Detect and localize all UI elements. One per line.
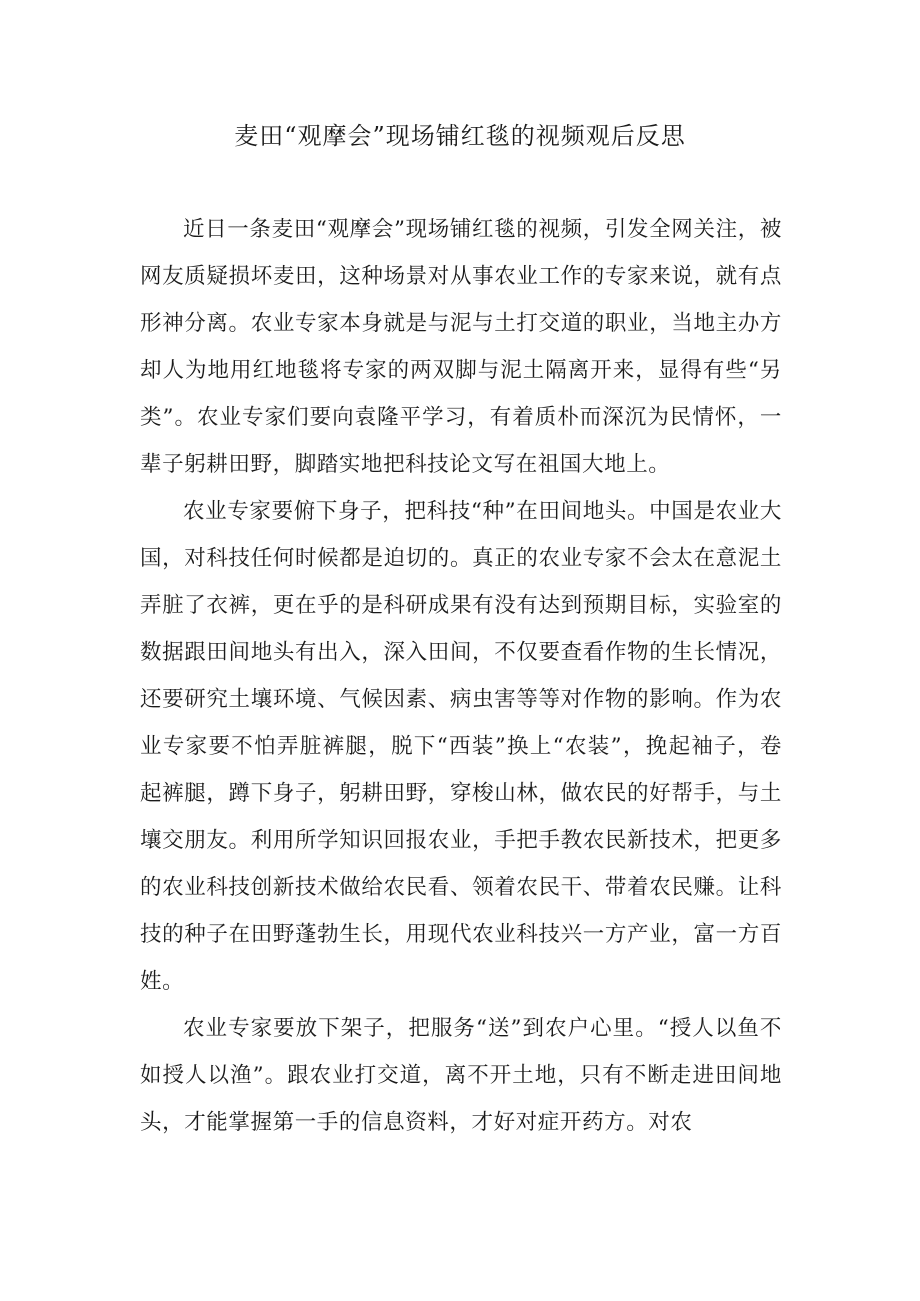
paragraph-3: 农业专家要放下架子，把服务“送”到农户心里。“授人以鱼不如授人以渔”。跟农业打交道，离不开土地，只有不断走进田间地头，才能掌握第一手的信息资料，才好对症开药方。对农 bbox=[140, 1016, 782, 1135]
paragraph-1: 近日一条麦田“观摩会”现场铺红毯的视频，引发全网关注，被网友质疑损坏麦田，这种场景对从事农业工作的专家来说，就有点形神分离。农业专家本身就是与泥与土打交道的职业，当地主办方却人为地用红地毯将专家的两双脚与泥土隔离开来，显得有些“另类”。农业专家们要向袁隆平学习，有着质朴而深沉为民情怀，一辈子躬耕田野，脚踏实地把科技论文写在祖国大地上。 bbox=[140, 217, 782, 477]
document-body bbox=[140, 206, 782, 1146]
document-title: 麦田“观摩会”现场铺红毯的视频观后反思 bbox=[234, 122, 686, 150]
paragraph-2: 农业专家要俯下身子，把科技“种”在田间地头。中国是农业大国，对科技任何时候都是迫切的。真正的农业专家不会太在意泥土弄脏了衣裤，更在乎的是科研成果有没有达到预期目标，实验室的数据跟田间地头有出入，深入田间，不仅要查看作物的生长情况，还要研究土壤环境、气候因素、病虫害等等对作物的影响。作为农业专家要不怕弄脏裤腿，脱下“西装”换上“农装”，挽起袖子，卷起裤腿，蹲下身子，躬耕田野，穿梭山林，做农民的好帮手，与土壤交朋友。利用所学知识回报农业，手把手教农民新技术，把更多的农业科技创新技术做给农民看、领着农民干、带着农民赚。让科技的种子在田野蓬勃生长，用现代农业科技兴一方产业，富一方百姓。 bbox=[140, 499, 782, 994]
